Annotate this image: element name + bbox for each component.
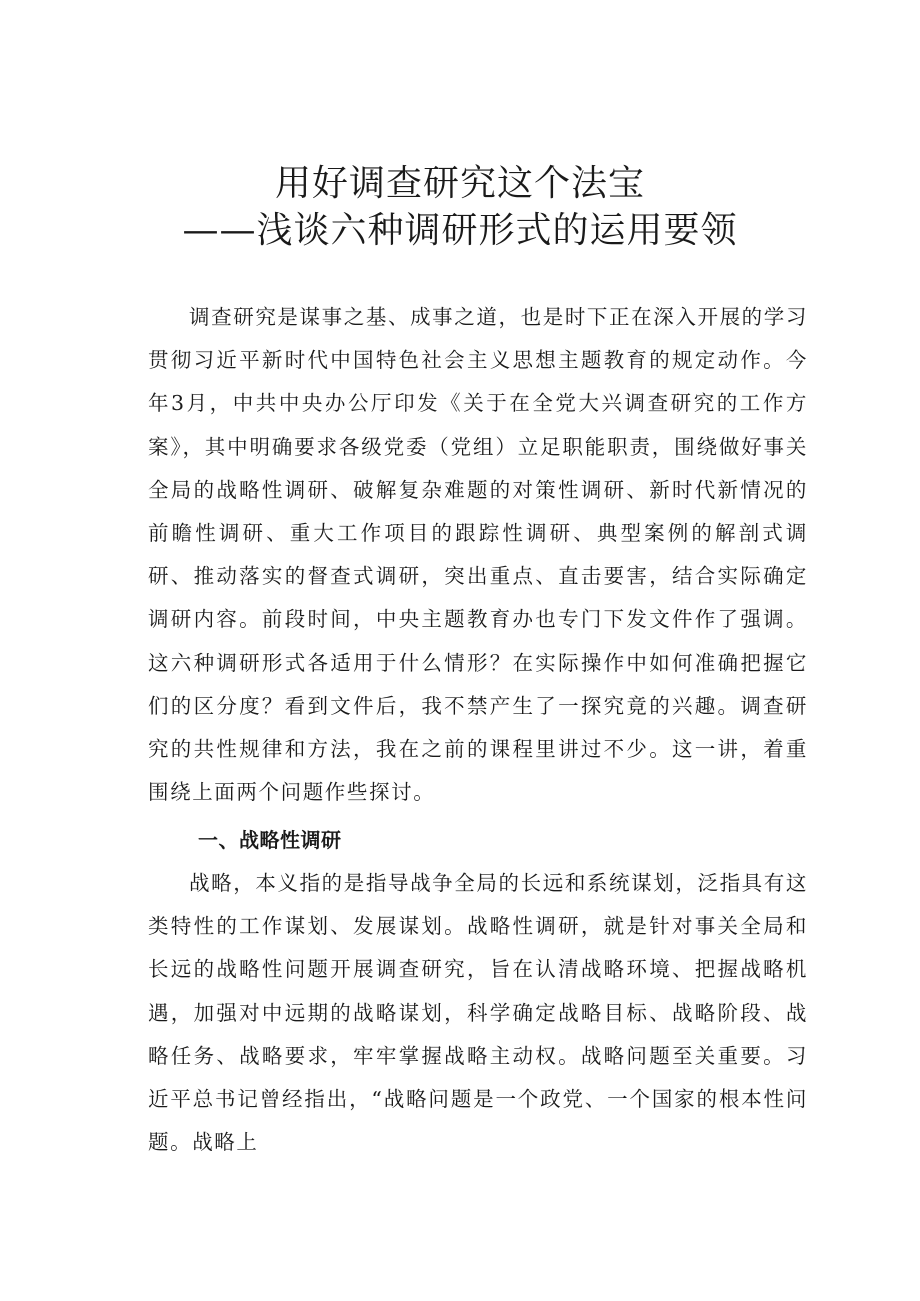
document-title: 用好调查研究这个法宝 bbox=[274, 163, 645, 204]
document-subtitle: ——浅谈六种调研形式的运用要领 bbox=[182, 210, 738, 251]
body-paragraph-1: 调查研究是谋事之基、成事之道，也是时下正在深入开展的学习贯彻习近平新时代中国特色社会主义思想主题教育的规定动作。今年3月，中共中央办公厅印发《关于在全党大兴调查研究的工作方案》，其中明确要求各级党委（党组）立足职能职责，围绕做好事关全局的战略性调研、破解复杂难题的对策性调研、新时代新情况的前瞻性调研、重大工作项目的跟踪性调研、典型案例的解剖式调研、推动落实的督查式调研，突出重点、直击要害，结合实际确定调研内容。前段时间，中央主题教育办也专门下发文件作了强调。这六种调研形式各适用于什么情形？在实际操作中如何准确把握它们的区分度？看到文件后，我不禁产生了一探究竟的兴趣。调查研究的共性规律和方法，我在之前的课程里讲过不少。这一讲，着重围绕上面两个问题作些探讨。 bbox=[148, 305, 808, 805]
section-heading-strategic-research: 一、战略性调研 bbox=[198, 828, 342, 852]
body-paragraph-2: 战略，本义指的是指导战争全局的长远和系统谋划，泛指具有这类特性的工作谋划、发展谋划。战略性调研，就是针对事关全局和长远的战略性问题开展调查研究，旨在认清战略环境、把握战略机遇，加强对中远期的战略谋划，科学确定战略目标、战略阶段、战略任务、战略要求，牢牢掌握战略主动权。战略问题至关重要。习近平总书记曾经指出，“战略问题是一个政党、一个国家的根本性问题。战略上 bbox=[148, 871, 808, 1155]
